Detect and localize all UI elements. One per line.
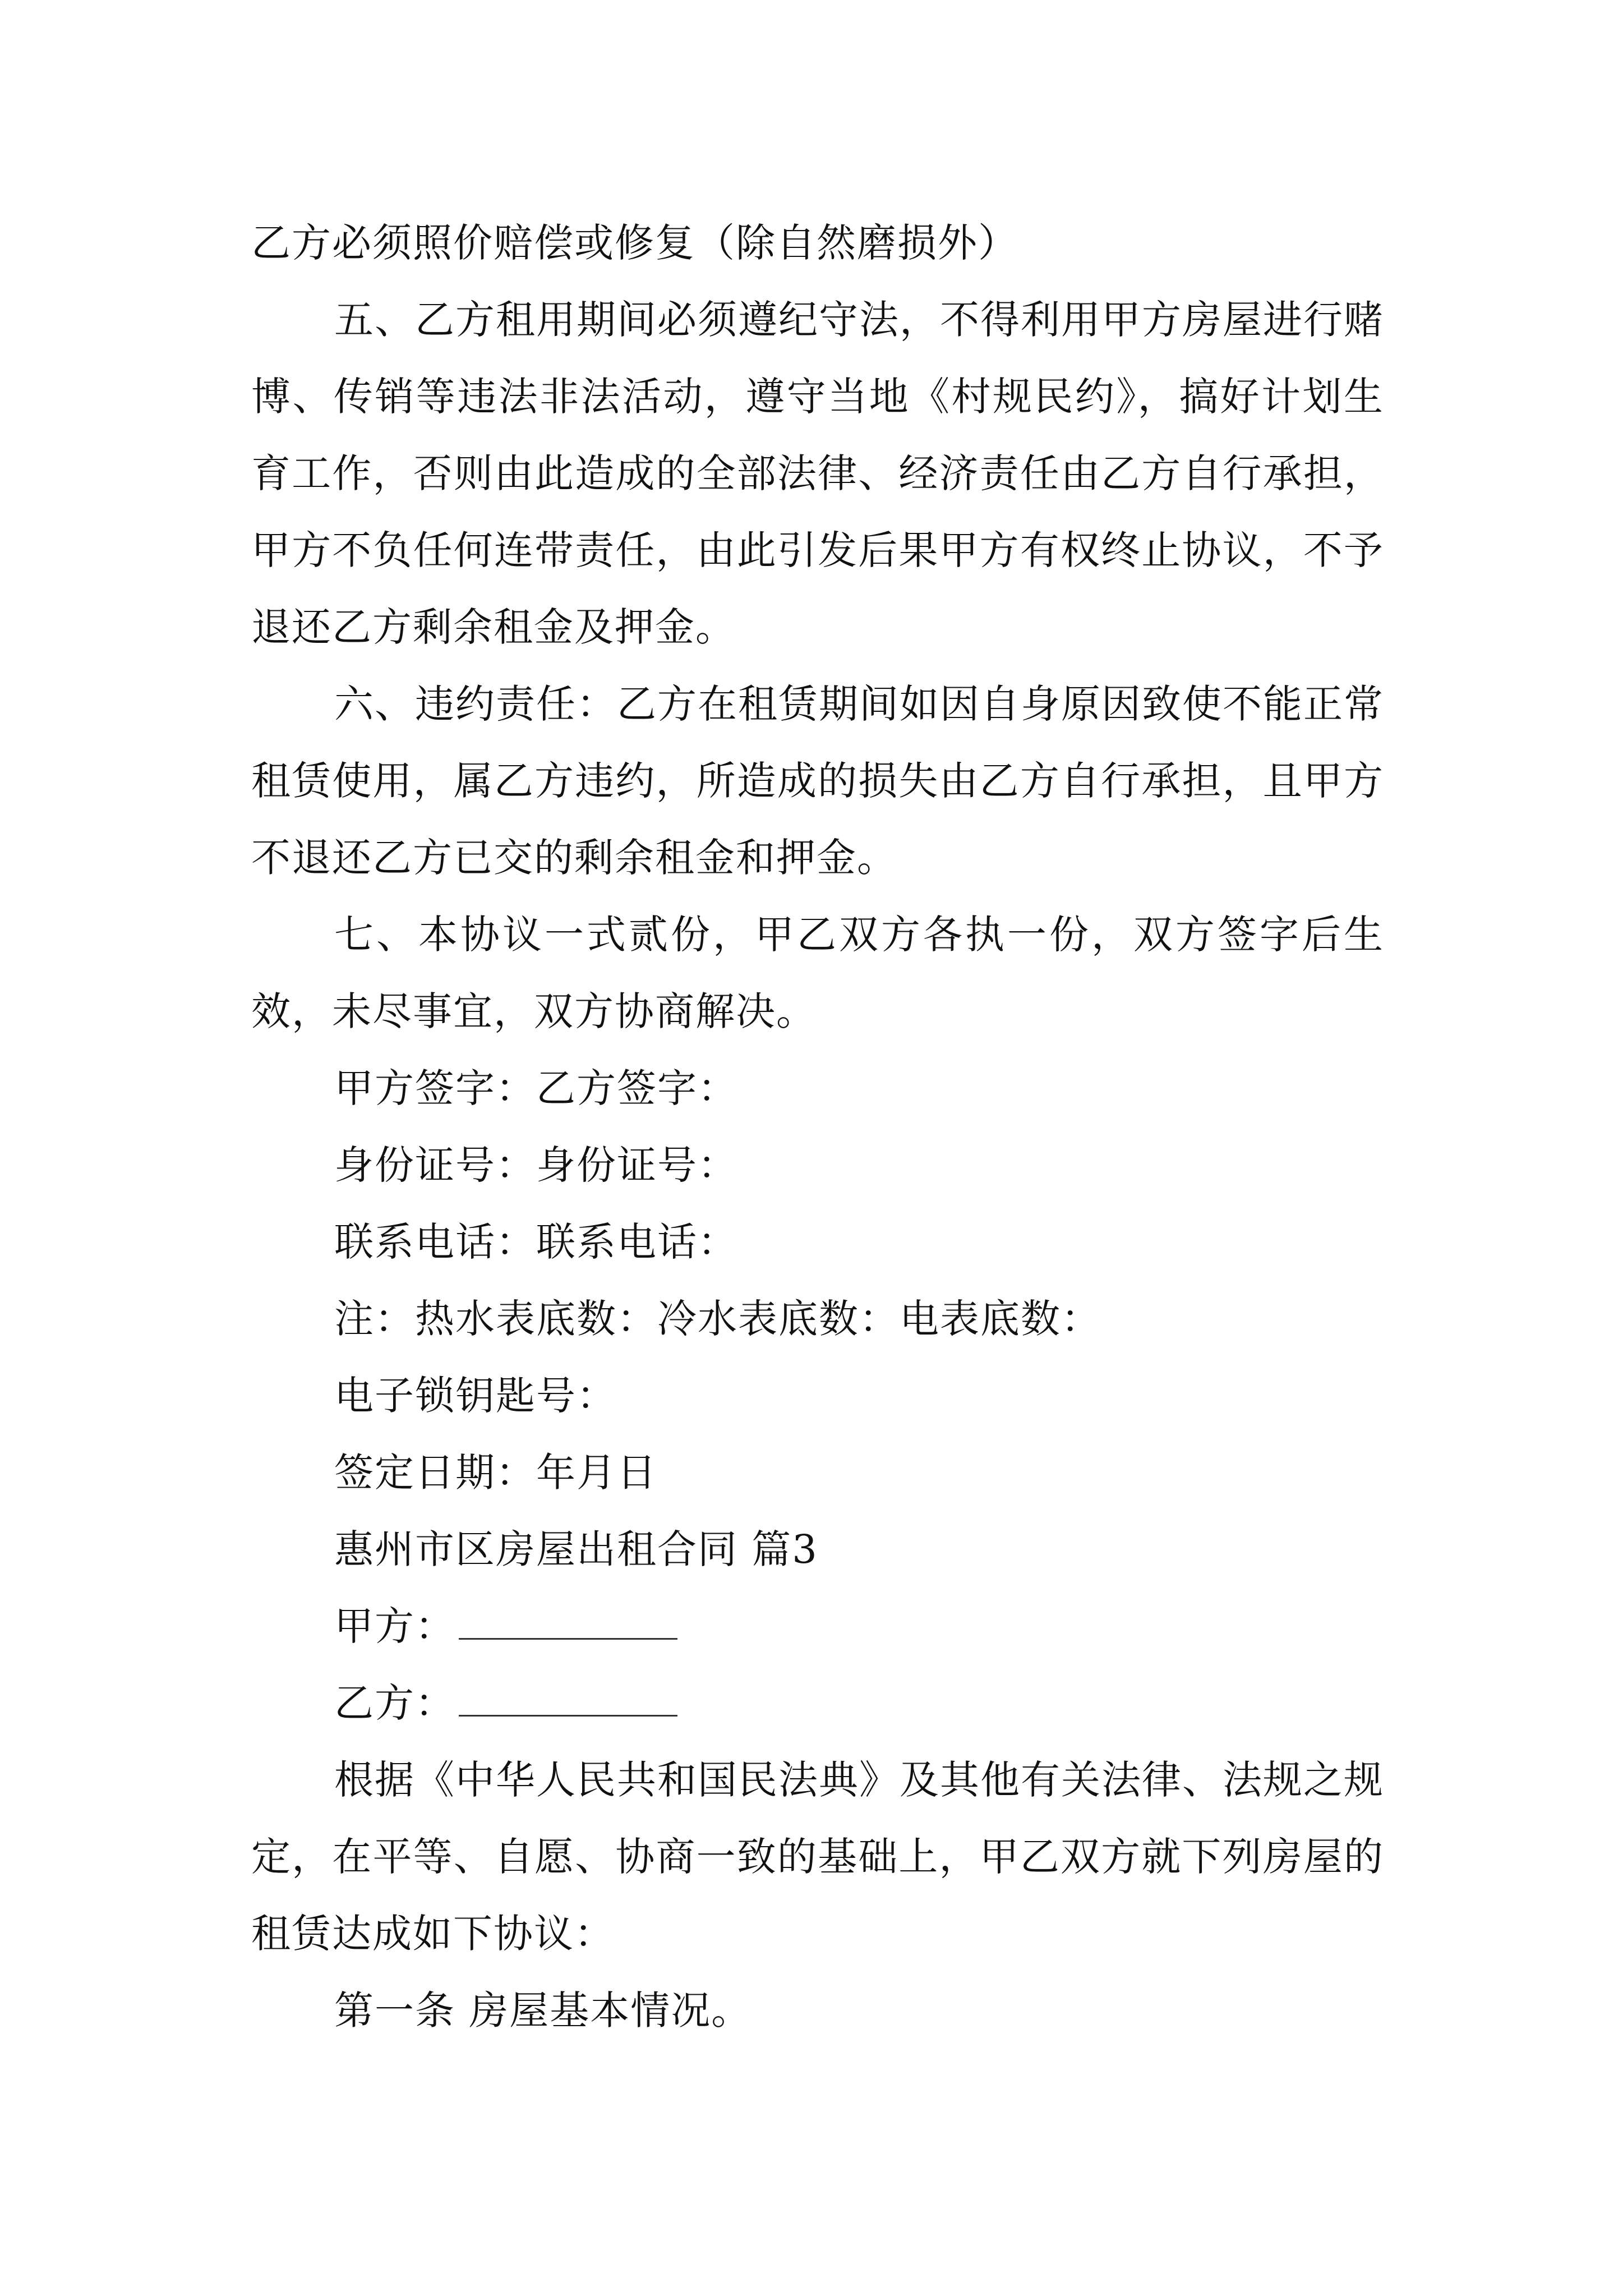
paragraph-clause-six: 六、违约责任：乙方在租赁期间如因自身原因致使不能正常租赁使用，属乙方违约，所造成的损失由乙方自行承担，且甲方不退还乙方已交的剩余租金和押金。 (251, 681, 1384, 881)
paragraph-legal-basis: 根据《中华人民共和国民法典》及其他有关法律、法规之规定，在平等、自愿、协商一致的基础上，甲乙双方就下列房屋的租赁达成如下协议： (251, 1757, 1384, 1957)
id-number-line: 身份证号：身份证号： (334, 1142, 738, 1188)
signing-date-line: 签定日期：年月日 (334, 1450, 657, 1496)
paragraph-compensation: 乙方必须照价赔偿或修复（除自然磨损外） (251, 220, 1018, 266)
party-a-blank (459, 1604, 677, 1640)
paragraph-clause-five: 五、乙方租用期间必须遵纪守法，不得利用甲方房屋进行赌博、传销等违法非法活动，遵守当地《村规民约》，搞好计划生育工作，否则由此造成的全部法律、经济责任由乙方自行承担，甲方不负任何连带责任，由此引发后果甲方有权终止协议，不予退还乙方剩余租金及押金。 (251, 297, 1384, 650)
contract-heading: 惠州市区房屋出租合同 篇3 (334, 1526, 818, 1572)
meter-readings-line: 注：热水表底数：冷水表底数：电表底数： (334, 1296, 1101, 1342)
party-b-line (251, 1665, 1384, 1742)
article-one-heading: 第一条 房屋基本情况。 (334, 1987, 752, 2033)
lock-key-line: 电子锁钥匙号： (334, 1373, 617, 1419)
paragraph-clause-seven: 七、本协议一式贰份，甲乙双方各执一份，双方签字后生效，未尽事宜，双方协商解决。 (251, 912, 1384, 1034)
phone-line: 联系电话：联系电话： (334, 1219, 738, 1265)
party-b-blank (459, 1681, 677, 1717)
document-page (251, 205, 1384, 2049)
party-a-line (251, 1588, 1384, 1665)
signature-line: 甲方签字：乙方签字： (334, 1065, 738, 1111)
party-a-label: 甲方： (334, 1603, 455, 1649)
party-b-label: 乙方： (334, 1680, 455, 1726)
